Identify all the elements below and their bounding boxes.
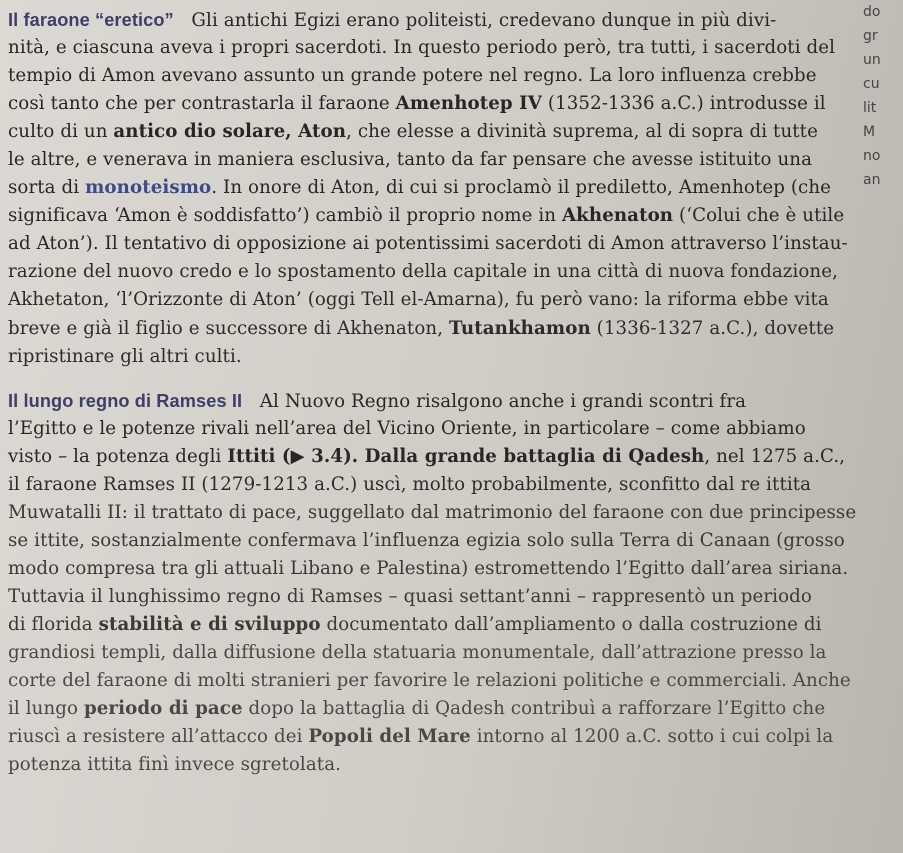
text-line: il faraone Ramses II (1279-1213 a.C.) uscì, molto probabilmente, sconfitto dal re ittita (8, 473, 812, 495)
margin-fragment: un (863, 52, 881, 68)
adjacent-page-margin (863, 0, 903, 200)
text-line: il lungo periodo di pace dopo la battaglia di Qadesh contribuì a rafforzare l’Egitto che (8, 698, 826, 720)
keyword: Tutankhamon (448, 317, 591, 339)
text-line: tempio di Amon avevano assunto un grande potere nel regno. La loro influenza crebbe (8, 65, 817, 87)
text-line: l’Egitto e le potenze rivali nell’area del Vicino Oriente, in particolare – come abbiamo (8, 417, 806, 439)
margin-fragment: do (863, 4, 881, 20)
text-line: corte del faraone di molti stranieri per favorire le relazioni politiche e commerciali. Anche (8, 670, 851, 692)
keyword: Ittiti (227, 445, 276, 467)
margin-fragment: gr (863, 28, 878, 44)
textbook-page (8, 6, 868, 779)
section-eretico (8, 6, 868, 371)
keyword: periodo di pace (83, 698, 243, 720)
text-line: ripristinare gli altri culti. (8, 345, 242, 367)
text-line: potenza ittita finì invece sgretolata. (8, 754, 342, 776)
section-ramses (8, 387, 868, 780)
text-line: Tuttavia il lunghissimo regno di Ramses – quasi settant’anni – rappresentò un periodo (8, 585, 812, 607)
text-line: nità, e ciascuna aveva i propri sacerdoti. In questo periodo però, tra tutti, i sacerdoti del (8, 37, 836, 59)
margin-fragment: lit (863, 100, 877, 116)
section-heading: Il faraone “eretico” (8, 10, 174, 30)
text-line: Il lungo regno di Ramses II Al Nuovo Regno risalgono anche i grandi scontri fra (8, 390, 747, 412)
keyword: Akhenaton (561, 205, 674, 227)
keyword: stabilità e di sviluppo (98, 613, 321, 635)
text-line: breve e già il figlio e successore di Akhenaton, Tutankhamon (1336-1327 a.C.), dovette (8, 317, 835, 339)
keyword: Popoli del Mare (308, 726, 471, 748)
text-line: sorta di monoteismo. In onore di Aton, di cui si proclamò il prediletto, Amenhotep (che (8, 177, 832, 199)
text-line: riuscì a resistere all’attacco dei Popoli del Mare intorno al 1200 a.C. sotto i cui colpi la (8, 726, 834, 748)
text-line: di florida stabilità e di sviluppo documentato dall’ampliamento o dalla costruzione di (8, 613, 822, 635)
section-heading: Il lungo regno di Ramses II (8, 390, 243, 411)
margin-fragment: an (863, 172, 881, 188)
text-line: culto di un antico dio solare, Aton, che elesse a divinità suprema, al di sopra di tutte (8, 121, 818, 143)
text-line: visto – la potenza degli Ittiti (▶ 3.4). Dalla grande battaglia di Qadesh, nel 1275 a.C., (8, 445, 846, 467)
text-line: ad Aton’). Il tentativo di opposizione ai potentissimi sacerdoti di Amon attraverso l’instau- (8, 233, 848, 255)
text-line: così tanto che per contrastarla il faraone Amenhotep IV (1352-1336 a.C.) introdusse il (8, 93, 826, 115)
margin-fragment: M (863, 124, 876, 140)
text-line: significava ‘Amon è soddisfatto’) cambiò il proprio nome in Akhenaton (‘Colui che è utile (8, 205, 845, 227)
text-line: grandiosi templi, dalla diffusione della statuaria monumentale, dall’attrazione presso la (8, 642, 827, 664)
text-line: Muwatalli II: il trattato di pace, suggellato dal matrimonio del faraone con due principesse (8, 501, 857, 523)
text-line: Akhetaton, ‘l’Orizzonte di Aton’ (oggi Tell el-Amarna), fu però vano: la riforma ebbe vita (8, 289, 829, 311)
margin-fragment: cu (863, 76, 880, 92)
text-line: razione del nuovo credo e lo spostamento della capitale in una città di nuova fondazione, (8, 261, 838, 283)
margin-fragment: no (863, 148, 881, 164)
text-line: Il faraone “eretico” Gli antichi Egizi erano politeisti, credevano dunque in più divi- (8, 10, 777, 31)
keyword: battaglia di Qadesh (503, 445, 705, 467)
keyword: Amenhotep IV (395, 93, 543, 115)
text-line: se ittite, sostanzialmente confermava l’influenza egizia solo sulla Terra di Canaan (grosso (8, 529, 845, 551)
glossary-term: monoteismo (85, 177, 212, 199)
keyword: antico dio solare, Aton (113, 121, 347, 143)
text-line: le altre, e venerava in maniera esclusiva, tanto da far pensare che avesse istituito una (8, 149, 813, 171)
text-line: modo compresa tra gli attuali Libano e Palestina) estromettendo l’Egitto dall’area siriana. (8, 557, 849, 579)
